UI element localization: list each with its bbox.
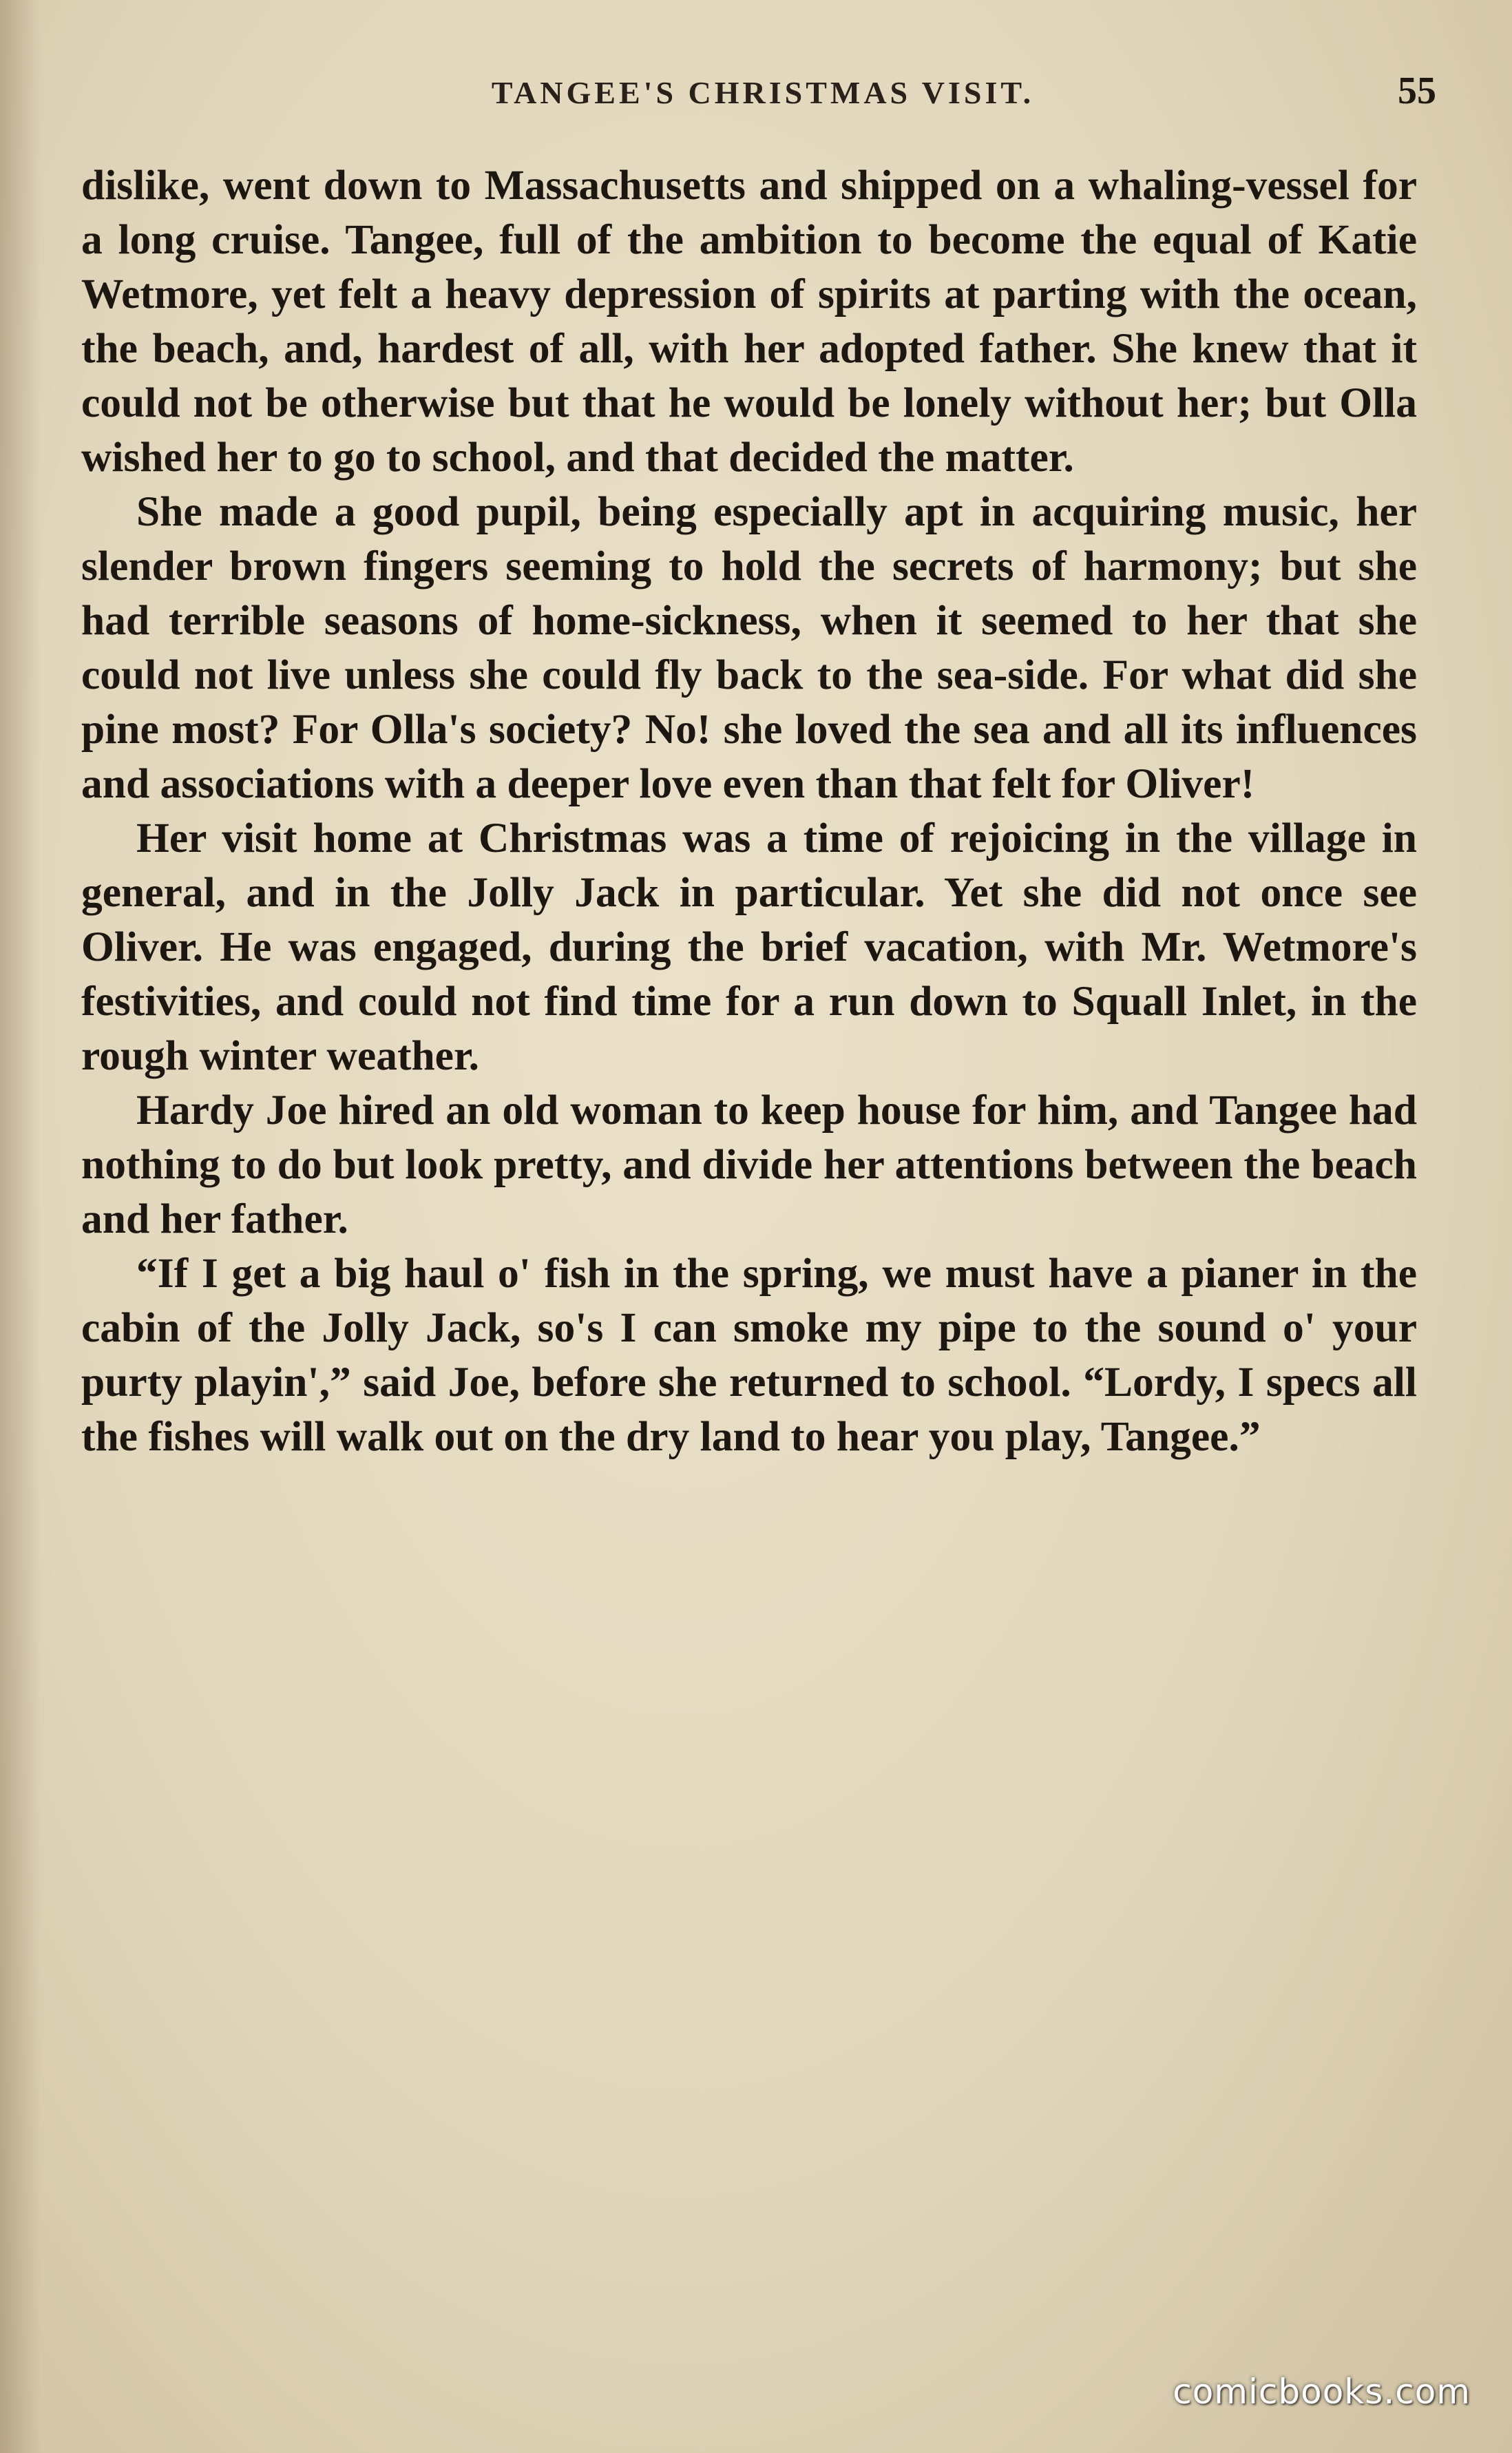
page-header [90,69,1436,124]
running-head: TANGEE'S CHRISTMAS VISIT. [491,75,1035,110]
paragraph-5: “If I get a big haul o' fish in the spring, we must have a pianer in the cabin of the Jolly Jack, so's I can smoke my pipe to the sound o' your purty playin',” said Joe, before she returned to school. “Lordy, I specs all the fishes will walk out on the dry land to hear you play, Tangee.” [81,1250,1417,1460]
paragraph-2: She made a good pupil, being especially apt in acquiring music, her slender brown fingers seeming to hold the secrets of harmony; but she had terrible seasons of home-sickness, when it seemed to her that she could not live unless she could fly back to the sea-side. For what did she pine most? For Olla's society? No! she loved the sea and all its influences and associations with a deeper love even than that felt for Oliver! [81,488,1417,807]
paragraph-3: Her visit home at Christmas was a time of rejoicing in the village in general, and in the Jolly Jack in particular. Yet she did not once see Oliver. He was engaged, during the brief vacation, with Mr. Wetmore's festivities, and could not find time for a run down to Squall Inlet, in the rough winter weather. [81,815,1417,1079]
page-gutter-shadow [0,0,41,2453]
paragraph-1: dislike, went down to Massachusetts and shipped on a whaling-vessel for a long cruise. Tangee, full of the ambition to become the equal of Katie Wetmore, yet felt a heavy depression of spirits at parting with the ocean, the beach, and, hardest of all, with her adopted father. She knew that it could not be otherwise but that he would be lonely without her; but Olla wished her to go to school, and that decided the matter. [81,162,1417,481]
page-number: 55 [1398,70,1436,112]
paragraph-4: Hardy Joe hired an old woman to keep house for him, and Tangee had nothing to do but look pretty, and divide her attentions between the beach and her father. [81,1087,1417,1242]
site-watermark: comicbooks.com [1173,2372,1471,2412]
body-text [81,158,1417,1464]
